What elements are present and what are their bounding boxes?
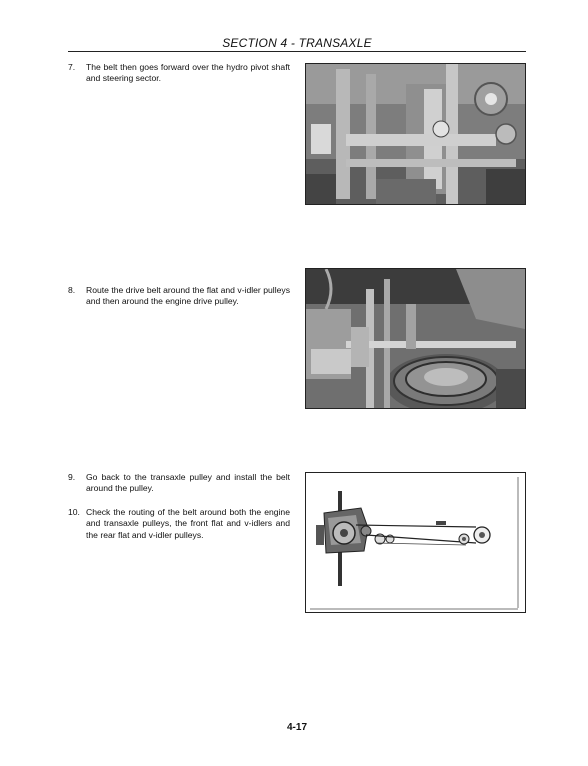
step-8 — [68, 285, 290, 308]
header-divider — [68, 51, 526, 52]
step-text: Go back to the transaxle pulley and install the belt around the pulley. — [86, 472, 290, 494]
step-10 — [68, 507, 290, 541]
step-number: 8. — [68, 285, 76, 295]
engine-drive-pulley-photo — [305, 268, 526, 409]
hydro-pivot-shaft-photo — [305, 63, 526, 205]
step-9 — [68, 472, 290, 495]
photo-1-graphic — [306, 64, 525, 204]
diagram-graphic — [306, 473, 525, 612]
step-number: 9. — [68, 472, 76, 482]
step-number: 7. — [68, 62, 76, 72]
belt-routing-diagram — [305, 472, 526, 613]
step-number: 10. — [68, 507, 80, 517]
page-number: 4-17 — [286, 722, 307, 733]
step-text: Route the drive belt around the flat and v-idler pulleys and then around the engine drive pulley. — [86, 285, 290, 307]
step-7 — [68, 62, 290, 85]
step-text: Check the routing of the belt around both the engine and transaxle pulleys, the front flat and v-idlers and the rear flat and v-idler pulleys. — [86, 507, 290, 540]
section-title: SECTION 4 - TRANSAXLE — [222, 36, 372, 50]
photo-2-graphic — [306, 269, 525, 408]
step-text: The belt then goes forward over the hydro pivot shaft and steering sector. — [86, 62, 290, 84]
